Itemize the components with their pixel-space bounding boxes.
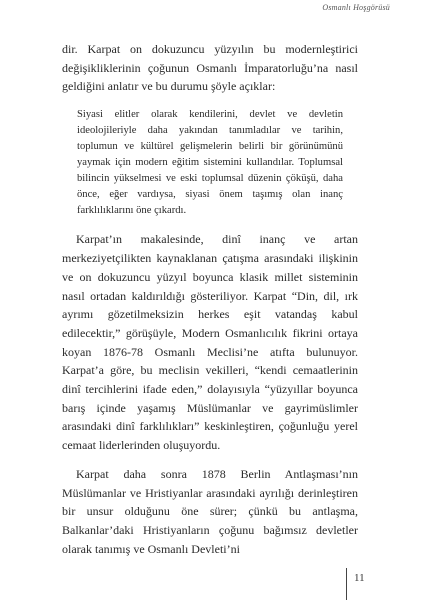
paragraph-2: Karpat’ın makalesinde, dinî inanç ve artan merkeziyetçilikten kaynaklanan çatışma arasındaki ilişkinin ve on dokuzuncu yüzyıl boyunca klasik millet sisteminin nasıl ortadan kaldırıldığı gösteriliyor. Karpat “Din, dil, ırk ayrımı gözetilmeksizin herkes eşit vatandaş kabul edilecektir,” görüşüyle, Modern Osmanlıcılık fikrini ortaya koyan 1876-78 Osmanlı Meclisi’ne atıfta bulunuyor. Karpat’a göre, bu meclisin vekilleri, “kendi cemaatlerinin dinî tercihlerini ifade eden,” dolayısıyla “yüzyıllar boyunca barış içinde yaşamış Müslümanlar ve gayrimüslimler arasındaki dinî farklılıkları” keskinleştiren, çoğunluğu yerel cemaat liderlerinden oluşuyordu. (62, 232, 358, 453)
paragraph-spacer (62, 455, 358, 465)
folio-rule (346, 568, 347, 600)
running-head: Osmanlı Hoşgörüsü (322, 3, 390, 12)
block-quote: Siyasi elitler olarak kendilerini, devlet ve devletin ideolojileriyle daha yakından tanımladılar ve tarihin, toplumun ve kültürel gelişmelerin belirli bir görünümünü yaymak için modern eğitim sistemini kullandılar. Toplumsal bilincin yükselmesi ve eski toplumsal düzenin çöküşü, daha önce, eğer vardıysa, siyasi önem taşımış olan inanç farklılıklarını öne çıkardı. (77, 109, 343, 216)
page-number: 11 (354, 572, 365, 584)
body-text (62, 40, 358, 558)
paragraph-1: dir. Karpat on dokuzuncu yüzyılın bu modernleştirici değişikliklerinin çoğunun Osmanlı İmparatorluğu’na nasıl geldiğini anlatır ve bu durumu şöyle açıklar: (62, 42, 358, 94)
paragraph-3: Karpat daha sonra 1878 Berlin Antlaşması’nın Müslümanlar ve Hristiyanlar arasındaki ayrılığı derinleştiren bir unsur olduğunu öne sürer; çünkü bu antlaşma, Balkanlar’daki Hristiyanların çoğunu bağımsız devletler olarak tanımış ve Osmanlı Devleti’ni (62, 466, 358, 556)
